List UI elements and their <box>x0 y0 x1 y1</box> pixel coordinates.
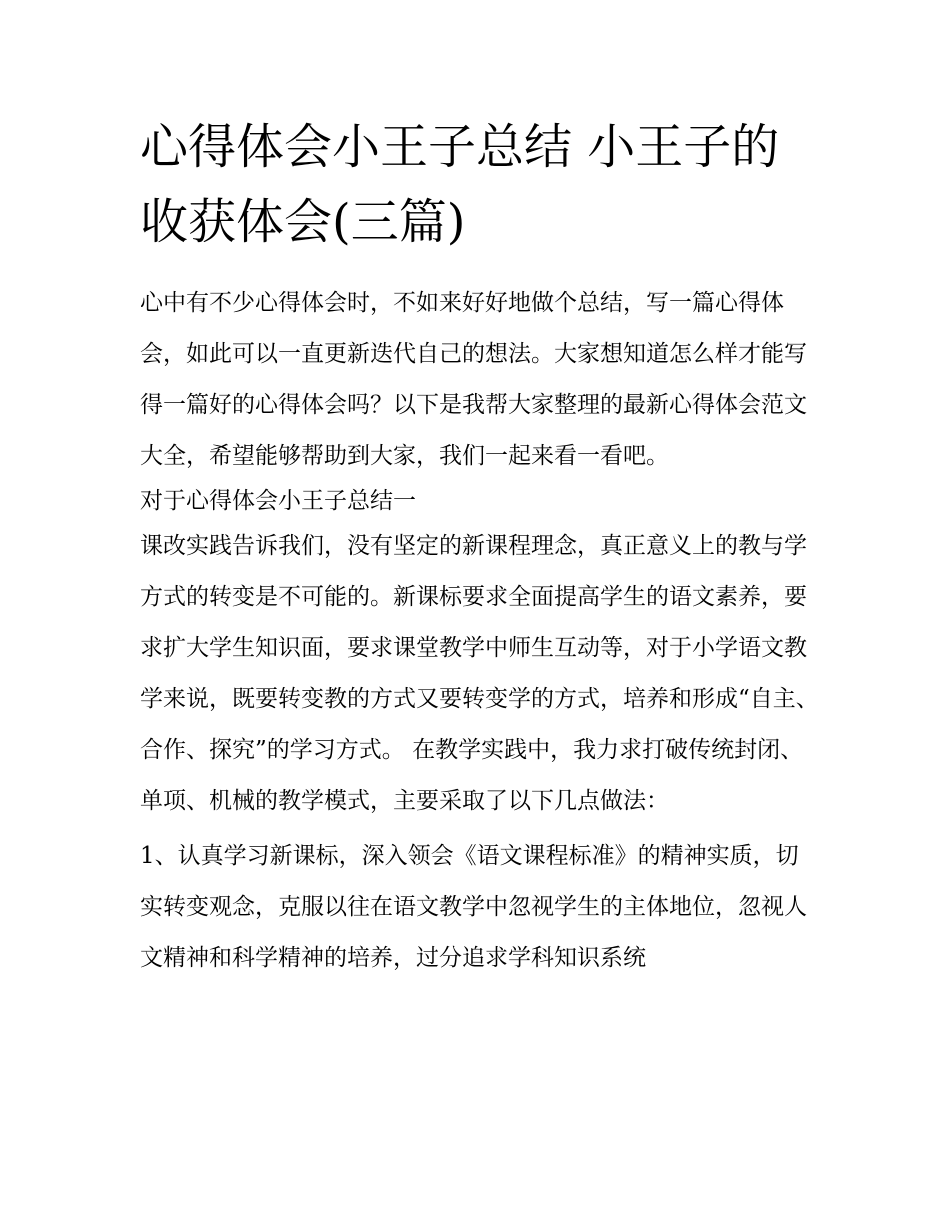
document-body <box>140 278 820 984</box>
section-heading: 对于心得体会小王子总结一 <box>140 488 416 514</box>
list-item: 1、认真学习新课标，深入领会《语文课程标准》的精神实质，切实转变观念，克服以往在语文教学中忽视学生的主体地位，忽视人文精神和科学精神的培养，过分追求学科知识系统 <box>140 843 807 971</box>
intro-paragraph: 心中有不少心得体会时，不如来好好地做个总结，写一篇心得体会，如此可以一直更新迭代自己的想法。大家想知道怎么样才能写得一篇好的心得体会吗？以下是我帮大家整理的最新心得体会范文大全，希望能够帮助到大家，我们一起来看一看吧。 <box>140 290 807 469</box>
document-title: 心得体会小王子总结 小王子的收获体会(三篇) <box>140 119 780 250</box>
body-paragraph: 课改实践告诉我们，没有坚定的新课程理念，真正意义上的教与学方式的转变是不可能的。新课标要求全面提高学生的语文素养，要求扩大学生知识面，要求课堂教学中师生互动等，对于小学语文教学来说，既要转变教的方式又要转变学的方式，培养和形成“自主、合作、探究”的学习方式。 在教学实践中，我力求打破传统封闭、单项、机械的教学模式，主要采取了以下几点做法： <box>140 533 819 814</box>
